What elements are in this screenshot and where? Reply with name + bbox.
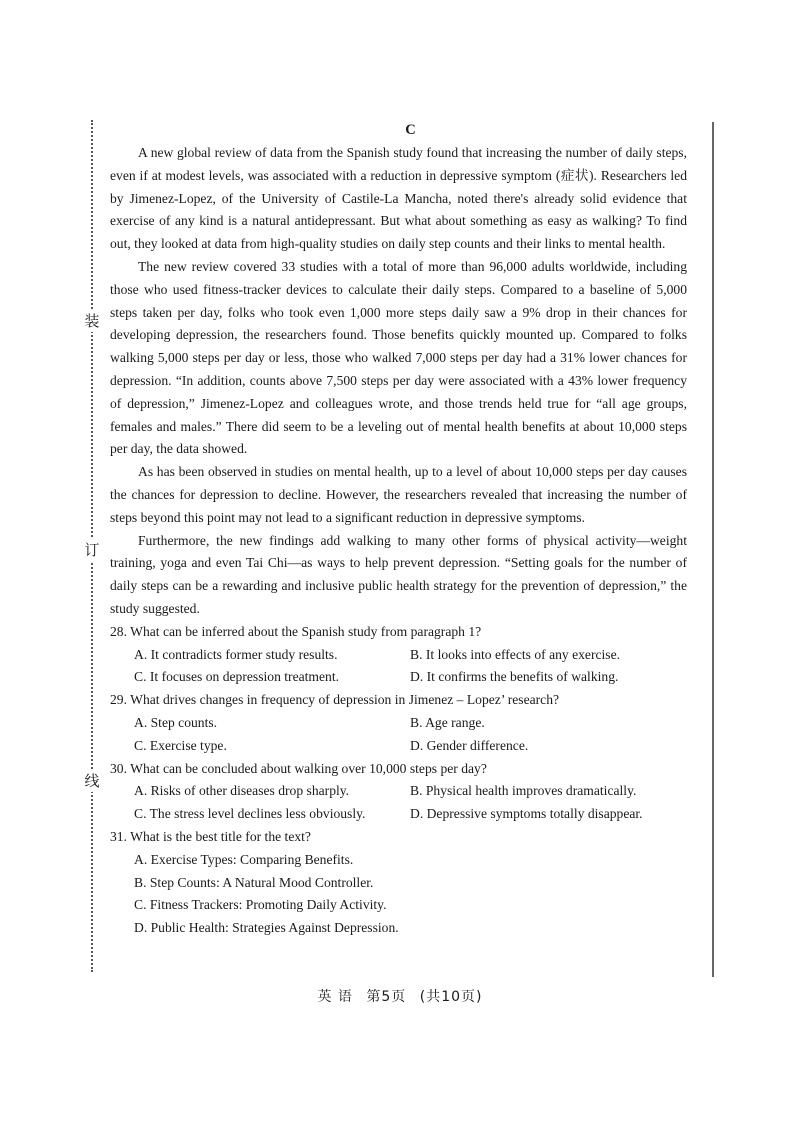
question-28 [110,621,687,689]
option-c: C. It focuses on depression treatment. [134,669,339,685]
question-stem: 28. What can be inferred about the Spanish study from paragraph 1? [110,623,482,639]
option-b: B. It looks into effects of any exercise. [410,646,621,662]
option-d: D. Gender difference. [410,737,529,753]
option-b: B. Step Counts: A Natural Mood Controller. [134,874,374,890]
question-31 [110,826,687,940]
option-c: C. Exercise type. [134,737,227,753]
options-list [110,849,687,940]
footer-total-pages: (共10页) [419,989,483,1005]
question-stem: 29. What drives changes in frequency of depression in Jimenez – Lopez’ research? [110,692,560,708]
options-grid [110,644,687,690]
question-29 [110,689,687,757]
binding-char-ding: 订 [82,539,102,561]
page-footer [0,986,800,1006]
option-a: A. Step counts. [134,714,218,730]
passage-paragraph-3: As has been observed in studies on mental health, up to a level of about 10,000 steps per day causes the chances for depression to decline. However, the researchers revealed that increasing the number of steps beyond this point may not lead to a significant reduction in depressive symptoms. [110,464,687,525]
option-c: C. Fitness Trackers: Promoting Daily Activity. [134,897,387,913]
question-stem: 31. What is the best title for the text? [110,828,311,844]
right-margin-rule [712,122,714,977]
reading-section [110,118,687,940]
option-a: A. Risks of other diseases drop sharply. [134,783,350,799]
footer-subject: 英 语 [317,989,353,1005]
options-grid [110,712,687,758]
binding-char-xian: 线 [82,770,102,792]
option-a: A. Exercise Types: Comparing Benefits. [134,851,354,867]
option-b: B. Physical health improves dramatically. [410,783,637,799]
passage-paragraph-1: A new global review of data from the Spanish study found that increasing the number of daily steps, even if at modest levels, was associated with a reduction in depressive symptom (症状). Researchers led by Jimenez-Lopez, of the University of Castile-La Mancha, noted there's already solid evidence that exercise of any kind is a natural antidepressant. But what about something as easy as walking? To find out, they looked at data from high-quality studies on daily step counts and their links to mental health. [110,145,687,252]
options-grid [110,780,687,826]
option-d: D. It confirms the benefits of walking. [410,669,619,685]
option-d: D. Depressive symptoms totally disappear. [410,806,643,822]
option-a: A. It contradicts former study results. [134,646,338,662]
section-heading: C [405,122,416,138]
footer-page-number: 第5页 [366,989,407,1005]
option-c: C. The stress level declines less obviously. [134,806,366,822]
option-d: D. Public Health: Strategies Against Depression. [134,920,399,936]
passage-paragraph-2: The new review covered 33 studies with a total of more than 96,000 adults worldwide, including those who used fitness-tracker devices to calculate their daily steps. Compared to a baseline of 5,000 steps taken per day, folks who took even 1,000 more steps daily saw a 9% drop in their chances for developing depression, the researchers found. Those benefits quickly mounted up. Compared to folks walking 5,000 steps per day or less, those who walked 7,000 steps per day had a 31% lower chances for depression. “In addition, counts above 7,500 steps per day were associated with a 43% lower frequency of depression,” Jimenez-Lopez and colleagues wrote, and those trends held true for “all age groups, females and males.” There did seem to be a leveling out of mental health benefits at about 10,000 steps per day, the data showed. [110,258,687,457]
binding-char-zhuang: 装 [82,310,102,332]
question-stem: 30. What can be concluded about walking over 10,000 steps per day? [110,760,487,776]
question-30 [110,758,687,826]
passage-paragraph-4: Furthermore, the new findings add walking to many other forms of physical activity—weight training, yoga and even Tai Chi—as ways to help prevent depression. “Setting goals for the number of daily steps can be a rewarding and inclusive public health strategy for the prevention of depression,” the study suggested. [110,532,687,616]
option-b: B. Age range. [410,714,485,730]
